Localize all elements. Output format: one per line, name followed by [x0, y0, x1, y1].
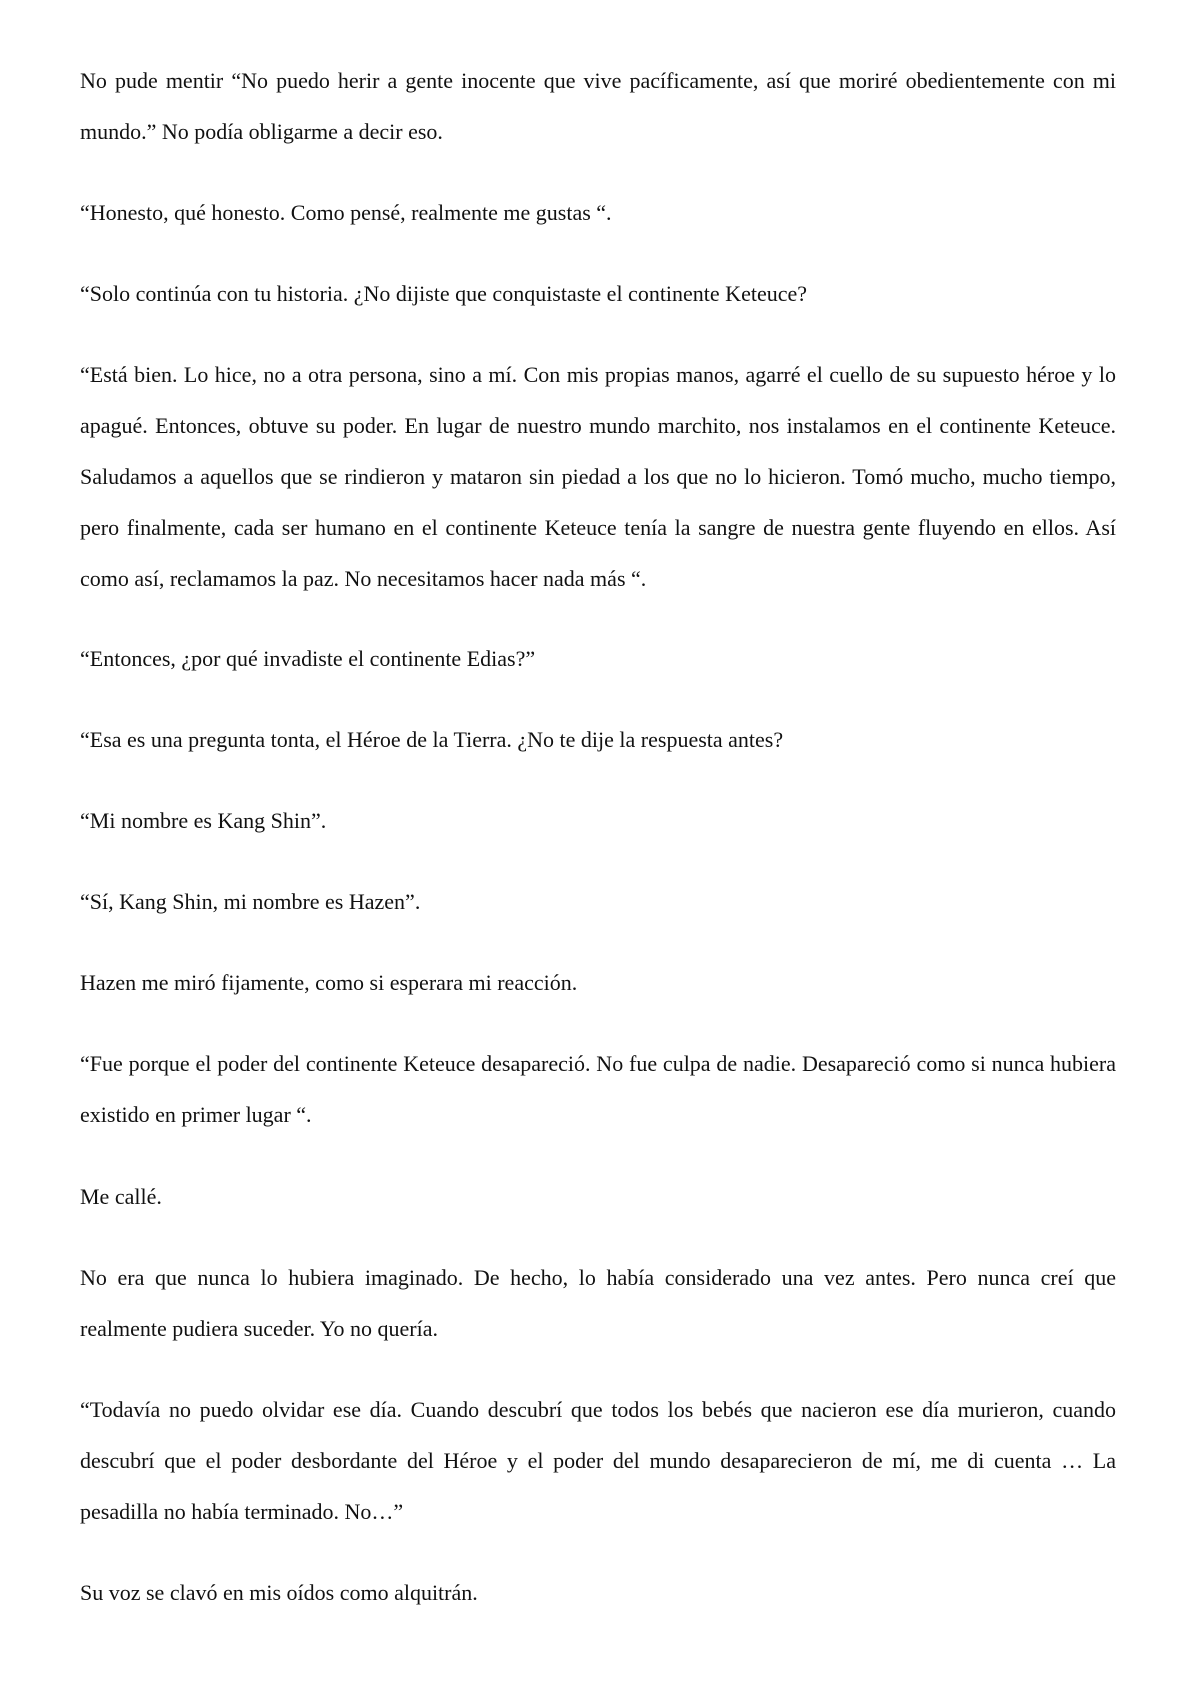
paragraph: No pude mentir “No puedo herir a gente inocente que vive pacíficamente, así que moriré obedientemente con mi mundo.” No podía obligarme a decir eso.	[80, 68, 1116, 144]
paragraph: “Está bien. Lo hice, no a otra persona, sino a mí. Con mis propias manos, agarré el cuello de su supuesto héroe y lo apagué. Entonces, obtuve su poder. En lugar de nuestro mundo marchito, nos instalamos en el continente Keteuce. Saludamos a aquellos que se rindieron y mataron sin piedad a los que no lo hicieron. Tomó mucho, mucho tiempo, pero finalmente, cada ser humano en el continente Keteuce tenía la sangre de nuestra gente fluyendo en ellos. Así como así, reclamamos la paz. No necesitamos hacer nada más “.	[80, 362, 1116, 591]
paragraph: “Solo continúa con tu historia. ¿No dijiste que conquistaste el continente Keteuce?	[80, 281, 808, 306]
paragraph: “Sí, Kang Shin, mi nombre es Hazen”.	[80, 889, 421, 914]
paragraph: “Todavía no puedo olvidar ese día. Cuando descubrí que todos los bebés que nacieron ese día murieron, cuando descubrí que el poder desbordante del Héroe y el poder del mundo desaparecieron de mí, me di cuenta … La pesadilla no había terminado. No…”	[80, 1397, 1116, 1524]
paragraph: “Entonces, ¿por qué invadiste el continente Edias?”	[80, 646, 536, 671]
paragraph: No era que nunca lo hubiera imaginado. De hecho, lo había considerado una vez antes. Pero nunca creí que realmente pudiera suceder. Yo no quería.	[80, 1265, 1116, 1341]
paragraph: “Esa es una pregunta tonta, el Héroe de la Tierra. ¿No te dije la respuesta antes?	[80, 727, 784, 752]
paragraph: Me callé.	[80, 1184, 162, 1209]
paragraph: Hazen me miró fijamente, como si esperara mi reacción.	[80, 970, 578, 995]
paragraph: “Honesto, qué honesto. Como pensé, realmente me gustas “.	[80, 200, 612, 225]
paragraph: Su voz se clavó en mis oídos como alquitrán.	[80, 1580, 478, 1605]
paragraph: “Fue porque el poder del continente Keteuce desapareció. No fue culpa de nadie. Desapareció como si nunca hubiera existido en primer lugar “.	[80, 1051, 1116, 1127]
paragraph: “Mi nombre es Kang Shin”.	[80, 808, 327, 833]
